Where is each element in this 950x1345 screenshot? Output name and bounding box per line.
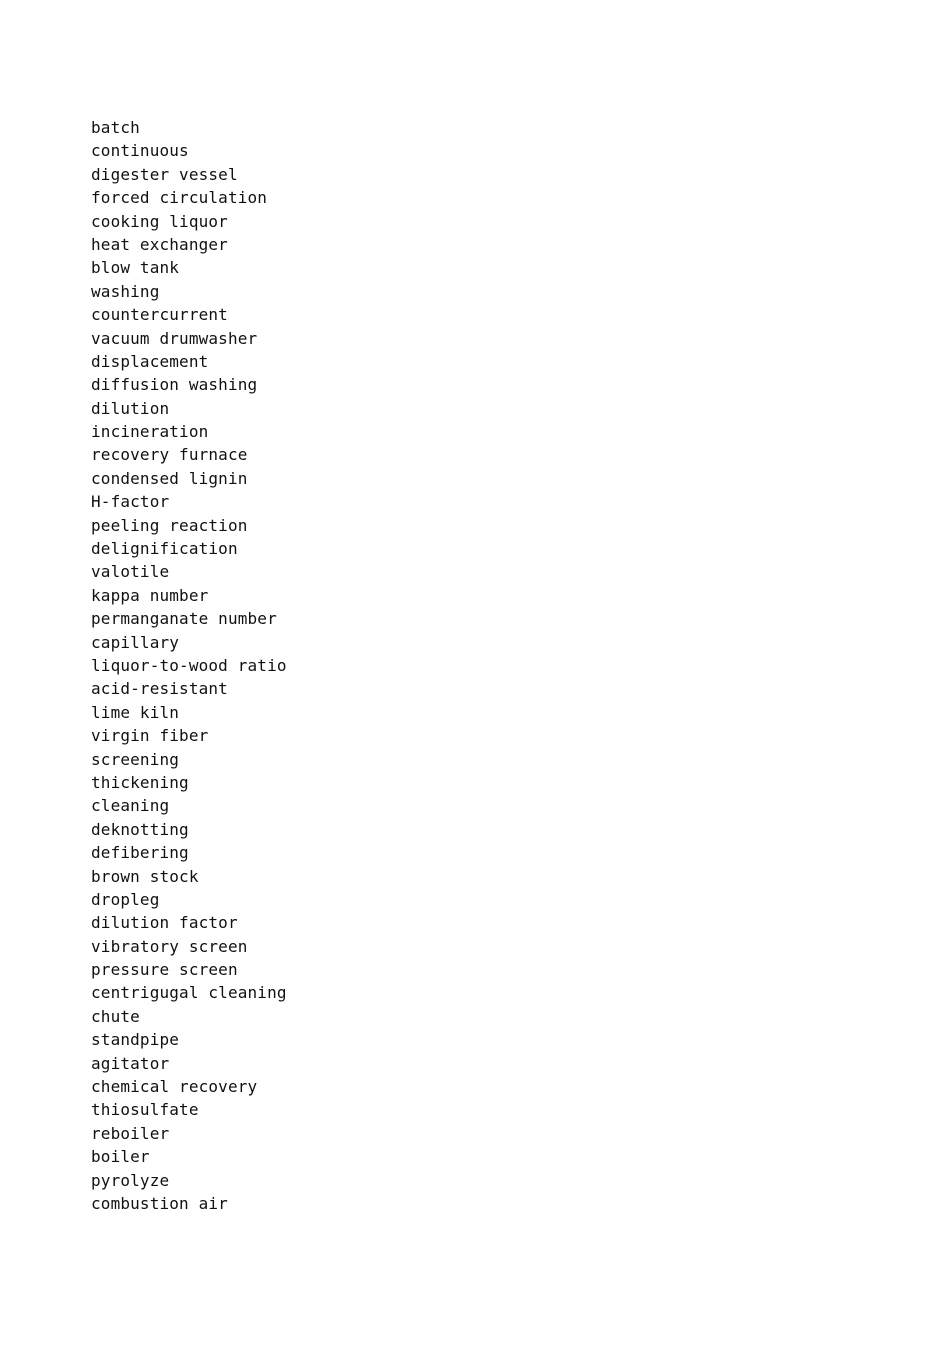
term-item: chute xyxy=(91,1006,140,1026)
term-item: reboiler xyxy=(91,1123,170,1143)
term-item: pyrolyze xyxy=(91,1170,170,1190)
term-item: blow tank xyxy=(91,258,180,278)
term-list xyxy=(91,116,287,1215)
term-item: dropleg xyxy=(91,889,160,909)
term-item: recovery furnace xyxy=(91,445,248,465)
term-item: condensed lignin xyxy=(91,468,248,488)
term-item: deknotting xyxy=(91,819,189,839)
term-item: screening xyxy=(91,749,180,769)
term-item: permanganate number xyxy=(91,609,277,629)
term-item: capillary xyxy=(91,632,180,652)
term-item: pressure screen xyxy=(91,960,238,980)
term-item: dilution xyxy=(91,398,170,418)
term-item: brown stock xyxy=(91,866,199,886)
term-item: chemical recovery xyxy=(91,1077,258,1097)
term-item: continuous xyxy=(91,141,189,161)
term-item: H-factor xyxy=(91,492,170,512)
term-item: standpipe xyxy=(91,1030,180,1050)
term-item: displacement xyxy=(91,351,209,371)
term-item: combustion air xyxy=(91,1193,228,1213)
term-item: cleaning xyxy=(91,796,170,816)
term-item: defibering xyxy=(91,843,189,863)
term-item: heat exchanger xyxy=(91,234,228,254)
term-item: dilution factor xyxy=(91,913,238,933)
term-item: digester vessel xyxy=(91,164,238,184)
term-item: thiosulfate xyxy=(91,1100,199,1120)
term-item: forced circulation xyxy=(91,188,268,208)
term-item: valotile xyxy=(91,562,170,582)
term-item: washing xyxy=(91,281,160,301)
term-item: vacuum drumwasher xyxy=(91,328,258,348)
term-item: vibratory screen xyxy=(91,936,248,956)
term-item: lime kiln xyxy=(91,702,180,722)
term-item: virgin fiber xyxy=(91,726,209,746)
term-item: agitator xyxy=(91,1053,170,1073)
term-item: diffusion washing xyxy=(91,375,258,395)
term-item: centrigugal cleaning xyxy=(91,983,287,1003)
term-item: thickening xyxy=(91,772,189,792)
term-item: kappa number xyxy=(91,585,209,605)
term-item: peeling reaction xyxy=(91,515,248,535)
term-item: liquor-to-wood ratio xyxy=(91,655,287,675)
term-item: boiler xyxy=(91,1147,150,1167)
term-item: acid-resistant xyxy=(91,679,228,699)
term-item: countercurrent xyxy=(91,305,228,325)
term-item: delignification xyxy=(91,539,238,559)
term-item: batch xyxy=(91,118,140,137)
term-item: cooking liquor xyxy=(91,211,228,231)
term-item: incineration xyxy=(91,422,209,442)
